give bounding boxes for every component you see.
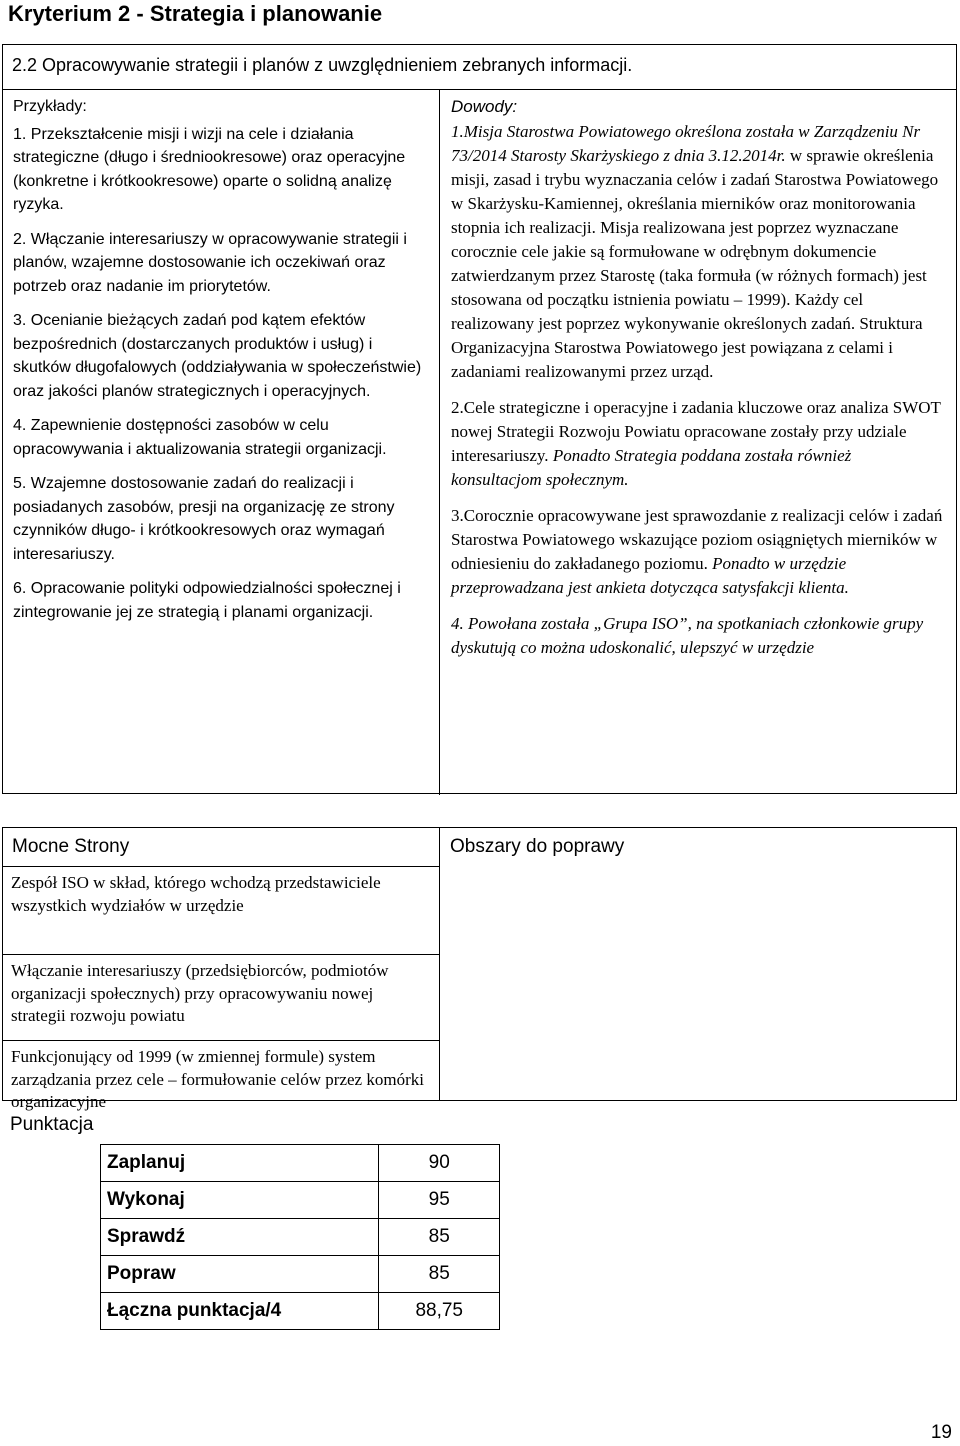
criterion-table bbox=[2, 44, 957, 794]
example-item: 5. Wzajemne dostosowanie zadań do realizacji i posiadanych zasobów, presji na organizację ze strony czynników długo- i krótkookresowych oraz wymagań interesariuszy. bbox=[13, 475, 395, 563]
score-label: Popraw bbox=[101, 1256, 379, 1293]
strengths-header: Mocne Strony bbox=[12, 836, 130, 857]
score-value: 90 bbox=[379, 1145, 500, 1182]
scoring-title: Punktacja bbox=[10, 1114, 94, 1135]
evidence-item-2 bbox=[451, 396, 946, 492]
assessment-table bbox=[2, 827, 957, 1111]
evidence-text: Ponadto w urzędzie przeprowadzana jest ankieta dotycząca satysfakcji klienta. bbox=[451, 554, 849, 597]
score-value: 85 bbox=[379, 1219, 500, 1256]
score-row bbox=[101, 1182, 500, 1219]
evidence-item-1 bbox=[451, 120, 946, 384]
strength-item: Zespół ISO w skład, którego wchodzą przedstawiciele wszystkich wydziałów w urzędzie bbox=[3, 866, 439, 954]
score-row bbox=[101, 1219, 500, 1256]
example-item: 6. Opracowanie polityki odpowiedzialności społecznej i zintegrowanie jej ze strategią i planami organizacji. bbox=[13, 580, 401, 621]
score-value: 85 bbox=[379, 1256, 500, 1293]
evidence-column bbox=[451, 95, 946, 672]
example-item: 3. Ocenianie bieżących zadań pod kątem efektów bezpośrednich (dostarczanych produktów i usług) i skutków długofalowych (oddziaływania w społeczeństwie) oraz jakości planów strategicznych i operacyjnych. bbox=[13, 312, 422, 400]
score-label: Sprawdź bbox=[101, 1219, 379, 1256]
score-label: Łączna punktacja/4 bbox=[101, 1293, 379, 1330]
example-item: 2. Włączanie interesariuszy w opracowywanie strategii i planów, wzajemne dostosowanie ich oczekiwań oraz potrzeb oraz nadanie im priorytetów. bbox=[13, 230, 407, 295]
examples-column bbox=[13, 95, 433, 635]
evidence-item-3 bbox=[451, 504, 946, 600]
evidence-text: w sprawie określenia misji, zasad i trybu wyznaczania celów i zadań Starostwa Powiatowego w Skarżysku-Kamiennej, określania mierników oraz monitorowania stopnia ich realizacji. Misja realizowana jest poprzez wyznaczane corocznie cele jakie są formułowane w odrębnym dokumencie zatwierdzanym przez Starostę (taka formuła (w różnych formach) jest stosowana od początku istnienia powiatu – 1999). Każdy cel realizowany jest poprzez wykonywanie określonych zadań. Struktura Organizacyjna Starostwa Powiatowego jest powiązana z celami i zadaniami realizowanymi przez urząd. bbox=[451, 146, 939, 381]
score-row bbox=[101, 1256, 500, 1293]
example-item: 4. Zapewnienie dostępności zasobów w celu opracowywania i aktualizowania strategii organizacji. bbox=[13, 417, 387, 458]
evidence-header: Dowody: bbox=[451, 97, 518, 116]
score-label: Wykonaj bbox=[101, 1182, 379, 1219]
column-divider bbox=[439, 828, 440, 1100]
column-divider bbox=[439, 90, 440, 795]
evidence-text: 3.Corocznie opracowywane jest sprawozdanie z realizacji celów i zadań Starostwa Powiatowego wskazujące poziom osiągniętych mierników w odniesieniu do zakładanego poziomu. bbox=[451, 506, 943, 573]
improvement-header: Obszary do poprawy bbox=[450, 836, 625, 857]
score-label: Zaplanuj bbox=[101, 1145, 379, 1182]
strength-item: Włączanie interesariuszy (przedsiębiorców, podmiotów organizacji społecznych) przy opracowywaniu nowej strategii rozwoju powiatu bbox=[3, 954, 439, 1040]
evidence-text: 1.Misja Starostwa Powiatowego określona została w Zarządzeniu Nr 73/2014 Starosty Skarżyskiego z dnia 3.12.2014r. bbox=[451, 122, 921, 165]
evidence-text: 2.Cele strategiczne i operacyjne i zadania kluczowe oraz analiza SWOT nowej Strategii Rozwoju Powiatu opracowane zostały przy udziale interesariuszy. bbox=[451, 398, 941, 465]
evidence-item-4: 4. Powołana została „Grupa ISO”, na spotkaniach członkowie grupy dyskutują co można udoskonalić, ulepszyć w urzędzie bbox=[451, 614, 924, 657]
score-row-total bbox=[101, 1293, 500, 1330]
examples-header: Przykłady: bbox=[13, 98, 87, 115]
score-value: 95 bbox=[379, 1182, 500, 1219]
strength-item: Funkcjonujący od 1999 (w zmiennej formule) system zarządzania przez cele – formułowanie celów przez komórki organizacyjne bbox=[3, 1040, 439, 1100]
evidence-text: Ponadto Strategia poddana została również konsultacjom społecznym. bbox=[451, 446, 852, 489]
section-header bbox=[3, 45, 956, 90]
scoring-table bbox=[100, 1144, 500, 1330]
example-item: 1. Przekształcenie misji i wizji na cele i działania strategiczne (długo i średniookresowe) oraz operacyjne (konkretne i krótkookresowe) oparte o solidną analizę ryzyka. bbox=[13, 125, 406, 213]
document-title: Kryterium 2 - Strategia i planowanie bbox=[8, 1, 383, 26]
score-row bbox=[101, 1145, 500, 1182]
section-title: 2.2 Opracowywanie strategii i planów z uwzględnieniem zebranych informacji. bbox=[12, 55, 633, 75]
page-number: 19 bbox=[930, 1422, 952, 1443]
score-value: 88,75 bbox=[379, 1293, 500, 1330]
